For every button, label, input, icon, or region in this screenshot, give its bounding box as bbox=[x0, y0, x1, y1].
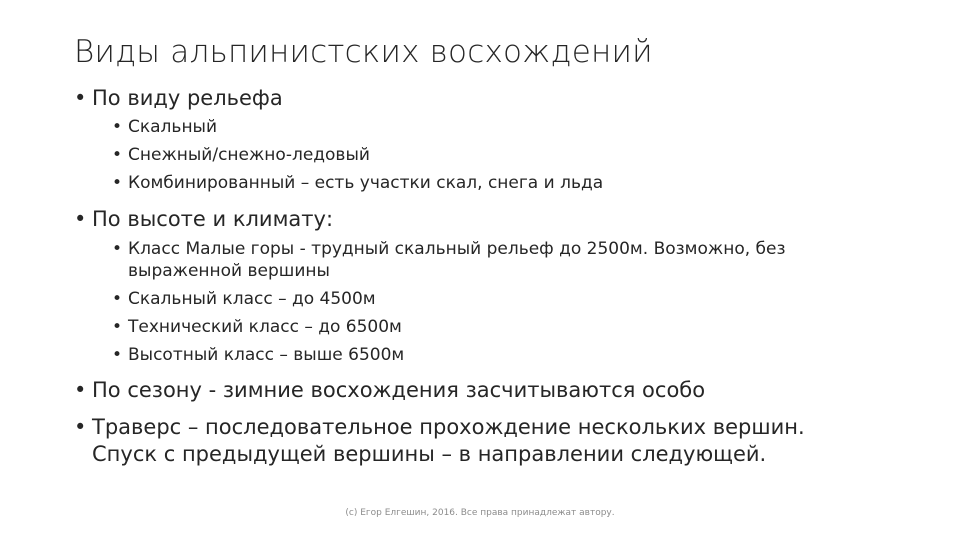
sub-bullet-technical-class bbox=[112, 316, 402, 338]
bullet-marker: • bbox=[112, 173, 123, 193]
sub-bullet-text: Скальный bbox=[128, 117, 218, 137]
bullet-text-continuation: Спуск с предыдущей вершины – в направлении следующей. bbox=[92, 442, 767, 466]
sub-bullet-text: Комбинированный – есть участки скал, снега и льда bbox=[128, 173, 604, 193]
bullet-text: По виду рельефа bbox=[92, 86, 283, 110]
bullet-altitude bbox=[74, 206, 333, 232]
bullet-marker: • bbox=[112, 145, 123, 165]
bullet-text: По сезону - зимние восхождения засчитываются особо bbox=[92, 378, 706, 402]
sub-bullet-combined bbox=[112, 172, 603, 194]
bullet-season bbox=[74, 377, 705, 403]
sub-bullet-small-mountains bbox=[112, 238, 786, 260]
bullet-text: Траверс – последовательное прохождение нескольких вершин. bbox=[92, 415, 805, 439]
bullet-traverse-cont bbox=[74, 441, 766, 467]
bullet-marker: • bbox=[112, 345, 123, 365]
bullet-marker: • bbox=[112, 117, 123, 137]
sub-bullet-text: Высотный класс – выше 6500м bbox=[128, 345, 405, 365]
sub-bullet-text-continuation: выраженной вершины bbox=[128, 261, 330, 281]
sub-bullet-rock bbox=[112, 116, 217, 138]
sub-bullet-text: Класс Малые горы - трудный скальный рельеф до 2500м. Возможно, без bbox=[128, 239, 786, 259]
bullet-text: По высоте и климату: bbox=[92, 207, 334, 231]
sub-bullet-text: Технический класс – до 6500м bbox=[128, 317, 402, 337]
bullet-marker: • bbox=[74, 207, 87, 231]
sub-bullet-snow bbox=[112, 144, 370, 166]
bullet-marker: • bbox=[74, 378, 87, 402]
footer-copyright: (с) Егор Елгешин, 2016. Все права принадлежат автору. bbox=[345, 508, 615, 518]
bullet-traverse bbox=[74, 414, 805, 440]
bullet-marker: • bbox=[112, 239, 123, 259]
bullet-marker: • bbox=[112, 289, 123, 309]
sub-bullet-text: Скальный класс – до 4500м bbox=[128, 289, 376, 309]
bullet-marker: • bbox=[74, 86, 87, 110]
slide-title: Виды альпинистских восхождений bbox=[74, 34, 653, 70]
sub-bullet-high-altitude-class bbox=[112, 344, 404, 366]
sub-bullet-small-mountains-cont bbox=[112, 260, 330, 282]
sub-bullet-rock-class bbox=[112, 288, 376, 310]
bullet-marker: • bbox=[74, 415, 87, 439]
bullet-marker: • bbox=[112, 317, 123, 337]
bullet-relief bbox=[74, 85, 283, 111]
sub-bullet-text: Снежный/снежно-ледовый bbox=[128, 145, 370, 165]
